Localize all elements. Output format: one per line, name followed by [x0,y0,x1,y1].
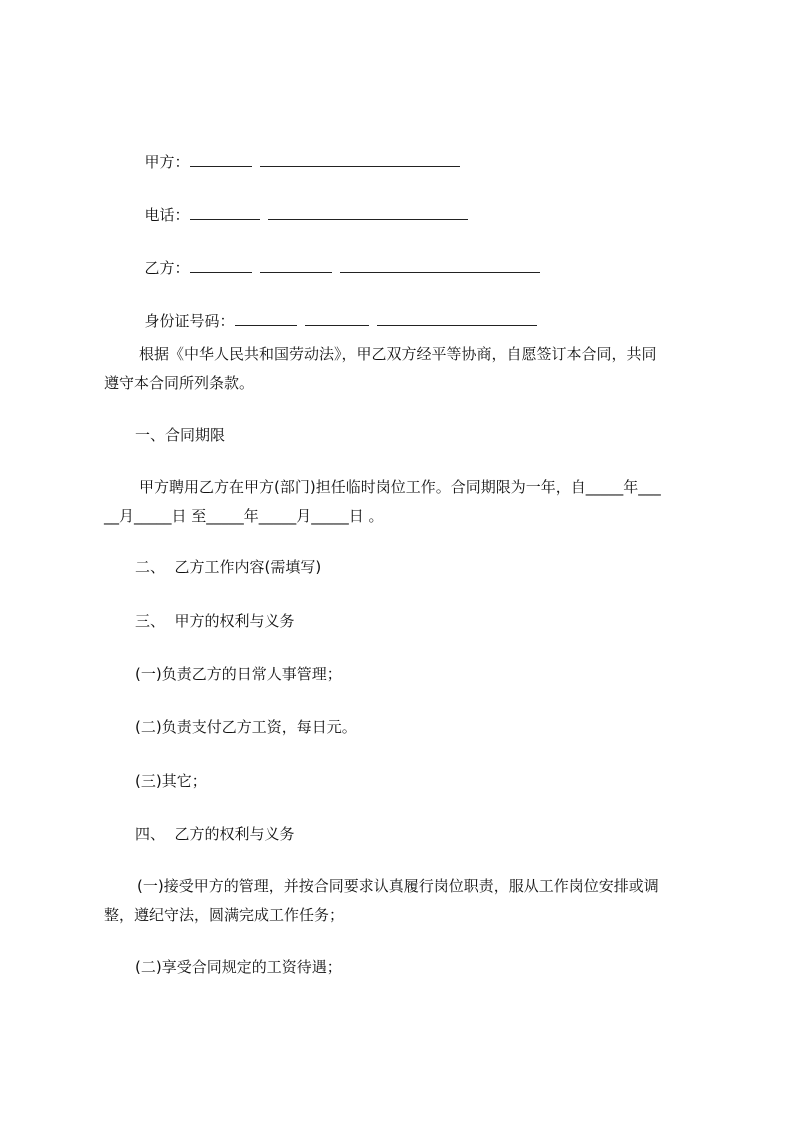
section-4-item-1 [104,872,704,930]
id-number-label: 身份证号码： [144,312,235,330]
section-1-title: 一、合同期限 [135,426,226,444]
blank-field [305,311,369,326]
blank-field [235,311,297,326]
blank-field [260,152,460,167]
section-4-title: 四、 乙方的权利与义务 [135,825,295,843]
party-b-label: 乙方： [144,259,190,277]
section-4-item-1-line-1: (一)接受甲方的管理，并按合同要求认真履行岗位职责，服从工作岗位安排或调 [137,877,659,895]
id-number-line [135,291,545,331]
section-3-item-3: (三)其它； [135,772,207,790]
intro-paragraph [104,340,704,398]
intro-line-2: 遵守本合同所列条款。 [104,374,255,392]
section-1-body [104,473,704,531]
section-1-line-1: 甲方聘用乙方在甲方(部门)担任临时岗位工作。合同期限为一年，自_____年___ [139,478,661,496]
phone-line [135,185,476,225]
section-4-item-2: (二)享受合同规定的工资待遇； [135,958,342,976]
intro-line-1: 根据《中华人民共和国劳动法》，甲乙双方经平等协商，自愿签订本合同，共同 [139,345,657,363]
blank-field [260,258,332,273]
section-1-line-2: __月_____日 至_____年_____月_____日 。 [104,507,384,525]
blank-field [190,258,252,273]
blank-field [377,311,537,326]
blank-field [190,205,260,220]
section-3-title: 三、 甲方的权利与义务 [135,612,295,630]
section-2-title: 二、 乙方工作内容(需填写) [135,558,322,576]
party-a-label: 甲方： [144,153,190,171]
party-b-line [135,238,548,278]
section-3-item-2: (二)负责支付乙方工资，每日元。 [135,718,357,736]
party-a-line [135,132,468,172]
phone-label: 电话： [144,206,190,224]
blank-field [268,205,468,220]
section-4-item-1-line-2: 整，遵纪守法，圆满完成工作任务； [104,906,345,924]
blank-field [340,258,540,273]
section-3-item-1: (一)负责乙方的日常人事管理； [135,665,342,683]
blank-field [190,152,252,167]
